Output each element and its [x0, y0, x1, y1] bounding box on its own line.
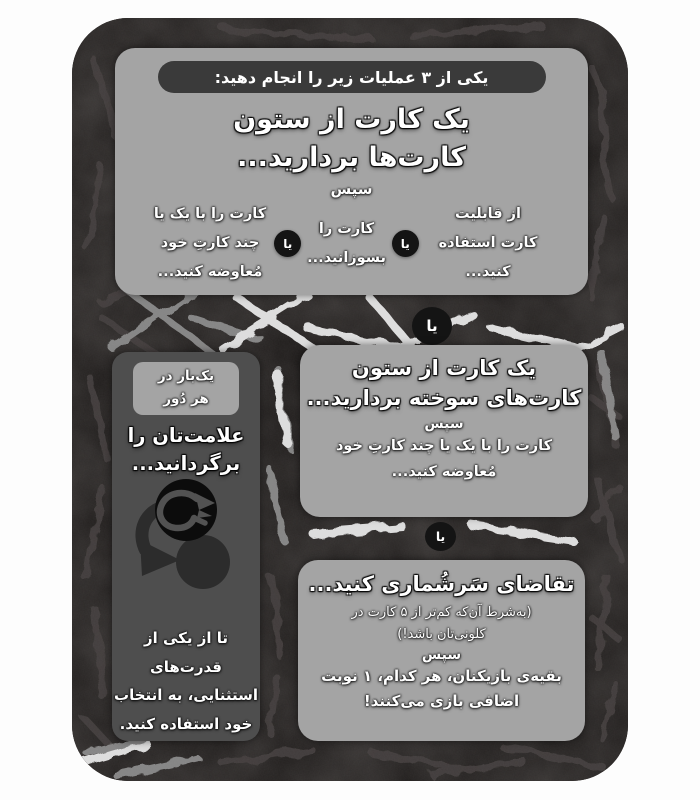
body-line: تا از یکی از	[143, 629, 229, 647]
body-line: استثنایی، به انتخاب	[114, 686, 258, 704]
flip-marker-body	[112, 624, 260, 738]
heading-line: یک کارت از ستون	[351, 356, 537, 380]
body-line: بقیه‌ی بازیکنان، هر کدام، ۱ نوبت	[321, 667, 562, 685]
body-line: خود استفاده کنید.	[119, 714, 253, 733]
take-card-options	[115, 200, 588, 287]
census-heading: تقاضای سَرشُماری کنید...	[308, 572, 575, 596]
census-condition	[298, 602, 585, 646]
option-burn-card	[305, 215, 389, 273]
header-instruction: یکی از ۳ عملیات زیر را انجام دهید:	[214, 67, 489, 87]
flip-marker-heading	[112, 422, 260, 478]
flip-marker-icon	[112, 478, 260, 624]
option-line: بسوزانید...	[307, 249, 386, 266]
take-card-heading	[115, 101, 588, 177]
heading-line: کارت‌ها بردارید...	[237, 142, 466, 173]
heading-line: برگردانید...	[131, 452, 241, 475]
frequency-badge	[133, 362, 239, 415]
blank-token-icon	[176, 535, 230, 589]
option-line: کارت را با یک یا	[153, 206, 267, 222]
option-line: از قابلیت	[455, 206, 521, 222]
frequency-line: هر دُور	[163, 391, 209, 407]
heading-line: کارت‌های سوخته بردارید...	[306, 386, 582, 410]
option-trade-card	[149, 200, 271, 287]
or-divider: یا	[412, 307, 452, 345]
condition-line: (به‌شرط آن‌که کم‌تر از ۵ کارت در	[351, 605, 532, 620]
heading-line: علامت‌تان را	[127, 424, 245, 447]
option-line: مُعاوضه کنید...	[157, 264, 263, 280]
action-panel-take-card	[115, 48, 588, 295]
header-pill	[158, 61, 546, 93]
or-badge: یا	[274, 230, 301, 257]
action-panel-census	[298, 560, 585, 741]
then-label: سپس	[424, 416, 464, 432]
or-divider: یا	[425, 522, 456, 551]
action-panel-take-burnt-card	[300, 345, 588, 517]
side-panel-flip-marker	[112, 352, 260, 741]
then-label: سپس	[330, 180, 373, 198]
option-line: کارت را	[318, 220, 375, 237]
body-line: مُعاوضه کنید...	[391, 464, 497, 480]
body-line: قدرت‌های	[150, 657, 222, 676]
then-label: سپس	[421, 647, 462, 663]
option-use-ability	[422, 200, 554, 287]
game-card	[72, 18, 628, 781]
heading-line: یک کارت از ستون	[233, 104, 470, 135]
option-line: کارت استفاده کنید...	[438, 235, 538, 280]
or-badge: یا	[392, 230, 419, 257]
census-body	[298, 664, 585, 714]
dragon-token-icon	[155, 479, 217, 541]
frequency-line: یک‌بار در	[157, 368, 215, 384]
body-line: کارت را با یک یا چند کارتِ خود	[335, 438, 553, 454]
body-line: اضافی بازی می‌کنند!	[363, 692, 520, 710]
option-line: چند کارتِ خود	[160, 235, 260, 251]
condition-line: کلونی‌تان باشد!)	[397, 627, 486, 642]
burnt-card-heading	[300, 353, 588, 413]
burnt-card-body	[300, 433, 588, 485]
